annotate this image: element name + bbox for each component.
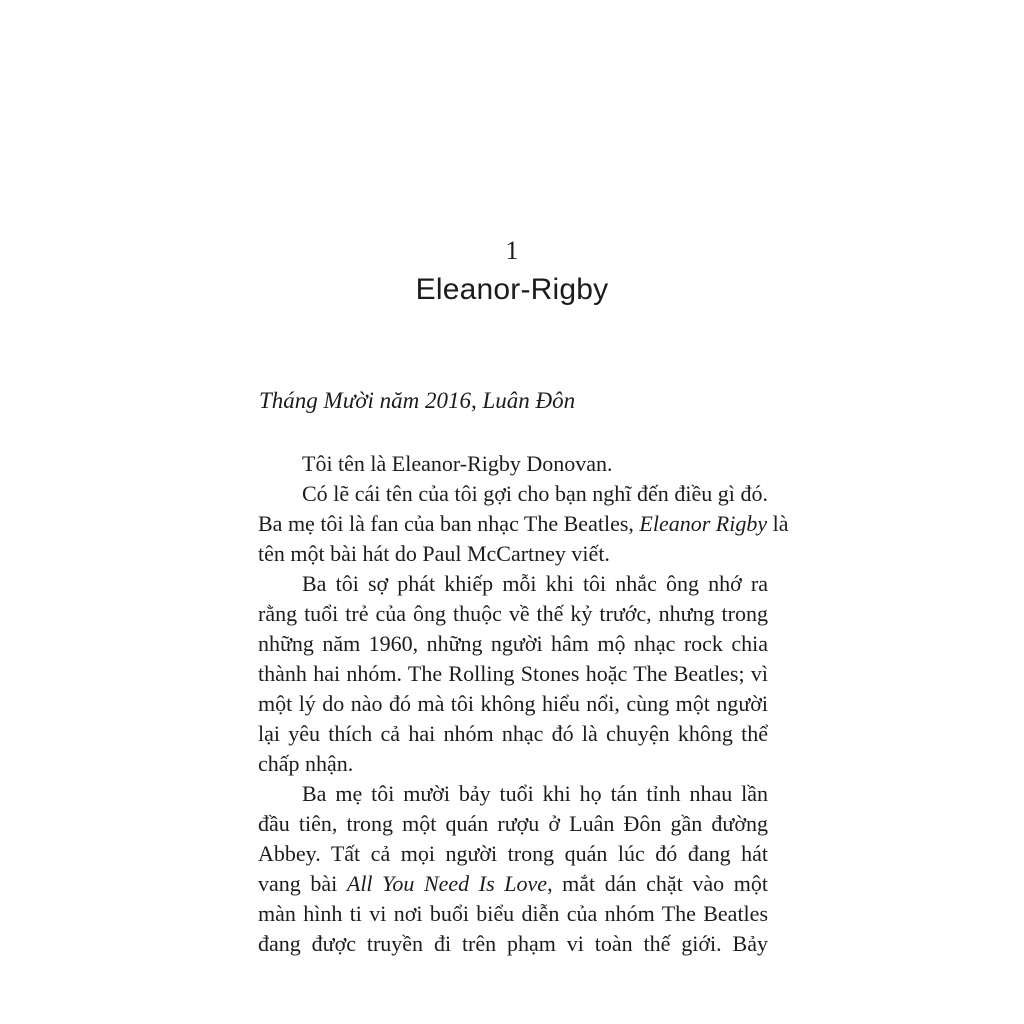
dateline: Tháng Mười năm 2016, Luân Đôn: [259, 388, 576, 413]
text-line: rằng tuổi trẻ của ông thuộc về thế kỷ trước, nhưng trong: [258, 601, 768, 626]
text-line: tên một bài hát do Paul McCartney viết.: [258, 541, 610, 566]
text-line: chấp nhận.: [258, 751, 354, 776]
text-line: Ba mẹ tôi mười bảy tuổi khi họ tán tỉnh nhau lần: [302, 781, 768, 806]
text-line: đang được truyền đi trên phạm vi toàn thế giới. Bảy: [258, 931, 768, 956]
body-text: [258, 449, 789, 959]
text-segment: , mắt dán chặt vào một: [547, 871, 769, 896]
text-line: Abbey. Tất cả mọi người trong quán lúc đó đang hát: [258, 841, 768, 866]
text-line: một lý do nào đó mà tôi không hiểu nổi, cùng một người: [258, 691, 768, 716]
text-segment: Ba mẹ tôi là fan của ban nhạc The Beatles,: [258, 511, 640, 536]
text-line: Có lẽ cái tên của tôi gợi cho bạn nghĩ đến điều gì đó.: [302, 481, 768, 506]
text-line: lại yêu thích cả hai nhóm nhạc đó là chuyện không thể: [258, 721, 768, 746]
text-line: màn hình ti vi nơi buổi biểu diễn của nhóm The Beatles: [258, 901, 768, 926]
text-segment: là: [767, 511, 789, 536]
text-line: [258, 509, 789, 539]
song-title: Eleanor Rigby: [639, 511, 768, 536]
text-line: những năm 1960, những người hâm mộ nhạc rock chia: [258, 631, 768, 656]
text-segment: vang bài: [258, 871, 347, 896]
text-line: Tôi tên là Eleanor-Rigby Donovan.: [302, 451, 613, 476]
song-title: All You Need Is Love: [346, 871, 548, 896]
chapter-number: 1: [505, 236, 519, 265]
text-line: Ba tôi sợ phát khiếp mỗi khi tôi nhắc ông nhớ ra: [302, 571, 768, 596]
text-line: [258, 869, 768, 899]
chapter-title: Eleanor-Rigby: [415, 273, 609, 306]
text-line: thành hai nhóm. The Rolling Stones hoặc The Beatles; vì: [258, 661, 768, 686]
text-line: đầu tiên, trong một quán rượu ở Luân Đôn gần đường: [258, 811, 768, 836]
